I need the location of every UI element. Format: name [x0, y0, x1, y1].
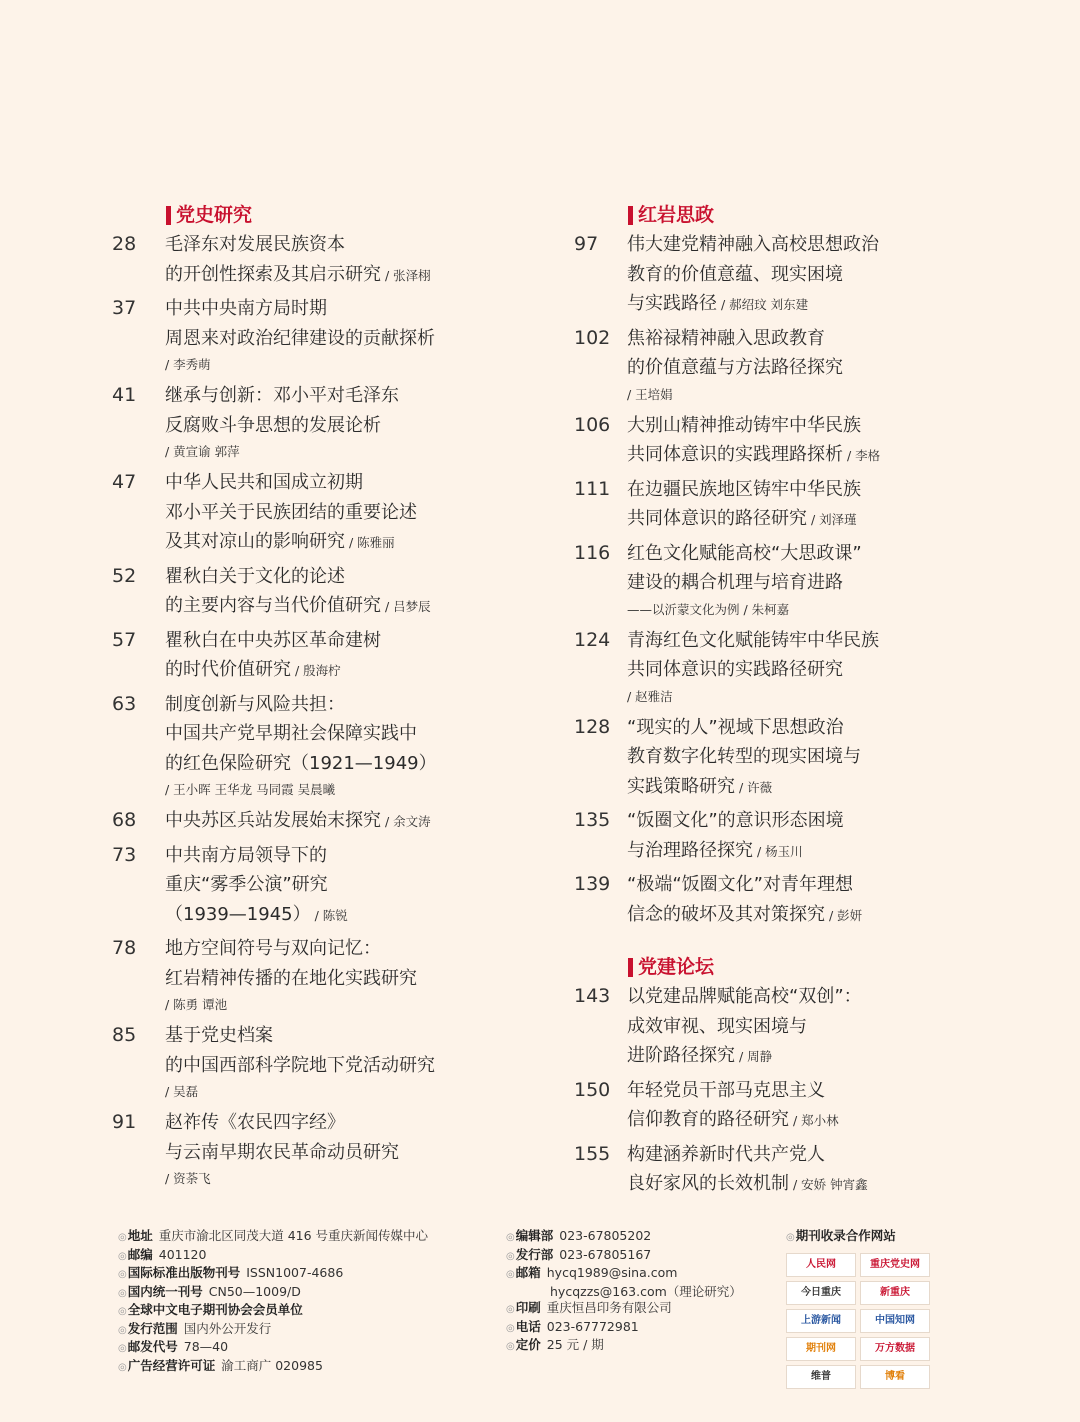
info-row: [118, 1339, 428, 1358]
page-number: 28: [112, 233, 137, 255]
bullet-icon: ◎: [118, 1250, 127, 1262]
author-name: / 郑小林: [793, 1113, 839, 1128]
article-title-text: 共同体意识的实践理路探析: [627, 444, 843, 465]
author-name: / 陈勇 谭池: [165, 997, 228, 1012]
toc-list: [112, 230, 462, 1191]
toc-entry[interactable]: [112, 230, 462, 290]
page-number: 150: [574, 1078, 611, 1101]
page-number: 47: [112, 471, 137, 493]
bullet-icon: ◎: [506, 1250, 515, 1262]
article-title-line: [165, 964, 462, 994]
partners-title: 期刊收录合作网站: [795, 1228, 896, 1243]
info-row: [506, 1228, 742, 1247]
article-title-line: [165, 324, 462, 354]
right-column: [574, 200, 904, 1204]
author-name: / 张泽栩: [385, 267, 431, 283]
article-title-line: [627, 539, 904, 569]
article-title-text: 实践策略研究: [627, 775, 735, 797]
article-title-text: 共同体意识的实践路径研究: [627, 659, 843, 680]
article-title-line: [165, 719, 462, 749]
bullet-icon: ◎: [118, 1306, 127, 1317]
author-name: / 吕梦辰: [385, 599, 431, 614]
article-title-text: 构建涵养新时代共产党人: [627, 1143, 825, 1165]
author-name: / 刘泽瑾: [811, 512, 857, 527]
toc-entry[interactable]: [574, 626, 904, 709]
info-label: 印刷: [515, 1300, 541, 1315]
bullet-icon: ◎: [118, 1269, 127, 1280]
bullet-icon: ◎: [506, 1341, 515, 1352]
bullet-icon: ◎: [118, 1287, 127, 1299]
page-number: 97: [574, 233, 599, 255]
page-number: 135: [574, 809, 611, 831]
partner-logo[interactable]: 上游新闻: [786, 1309, 856, 1333]
bullet-icon: ◎: [786, 1232, 795, 1243]
article-title-line: [627, 626, 904, 656]
page-number: 78: [112, 937, 137, 959]
info-label: 地址: [127, 1228, 153, 1243]
article-title-text: 中国共产党早期社会保障实践中: [165, 723, 417, 744]
article-title-text: 的红色保险研究（1921—1949）: [165, 752, 437, 774]
section-title: 党史研究: [112, 200, 462, 230]
author-name: / 黄宣谕 郭萍: [165, 444, 240, 459]
author-name: / 王小晖 王华龙 马同霞 吴晨曦: [165, 782, 336, 797]
article-title-line: [627, 411, 904, 441]
info-value: ISSN1007-4686: [246, 1265, 344, 1280]
article-title-line: [627, 900, 904, 931]
bullet-icon: ◎: [118, 1232, 127, 1243]
info-label: 全球中文电子期刊协会会员单位: [127, 1302, 303, 1317]
info-row: [118, 1284, 428, 1303]
article-title-text: 信仰教育的路径研究: [627, 1109, 789, 1130]
partner-logo[interactable]: 人民网: [786, 1253, 856, 1277]
article-title-text: 的开创性探索及其启示研究: [165, 263, 381, 285]
author-name: / 王培娟: [627, 386, 673, 402]
info-value: 渝工商广 020985: [221, 1357, 323, 1373]
article-title-text: 继承与创新：邓小平对毛泽东: [165, 385, 399, 406]
info-row: [506, 1337, 742, 1356]
article-title-line: [627, 742, 904, 772]
toc-entry[interactable]: [112, 934, 462, 1017]
toc-entry[interactable]: [112, 806, 462, 837]
page-number: 106: [574, 413, 611, 436]
article-title-text: 青海红色文化赋能铸牢中华民族: [627, 629, 879, 651]
article-title-text: 与治理路径探究: [627, 839, 753, 861]
article-title-line: [165, 690, 462, 720]
article-title-text: 良好家风的长效机制: [627, 1173, 789, 1194]
section-title-text: 党建论坛: [638, 956, 715, 978]
info-row: [506, 1265, 742, 1284]
page-number: 85: [112, 1024, 137, 1046]
page-number: 139: [574, 873, 611, 895]
toc-entry[interactable]: [112, 1108, 462, 1191]
partner-logo[interactable]: 重庆党史网: [860, 1253, 930, 1277]
article-title-text: 共同体意识的路径研究: [627, 508, 807, 529]
author-name: / 安娇 钟宵鑫: [793, 1177, 868, 1192]
article-title-text: 的主要内容与当代价值研究: [165, 595, 381, 616]
article-title-line: [627, 1105, 904, 1136]
page-number: 143: [574, 985, 611, 1007]
page-number: 52: [112, 564, 137, 587]
toc-entry[interactable]: [574, 539, 904, 622]
article-title-line: [627, 772, 904, 803]
page-number: 91: [112, 1111, 137, 1133]
section-title: [574, 200, 904, 230]
toc-entry[interactable]: [574, 806, 904, 866]
author-name: / 资荼飞: [165, 1171, 211, 1186]
info-value: 重庆恒昌印务有限公司: [546, 1300, 672, 1315]
info-label: 邮箱: [515, 1265, 541, 1280]
author-name: / 周静: [739, 1049, 773, 1064]
article-title-line: [165, 498, 462, 528]
partner-logo[interactable]: 新重庆: [860, 1281, 930, 1305]
article-title-line: [627, 324, 904, 354]
info-label: 定价: [515, 1337, 541, 1352]
article-title-text: 地方空间符号与双向记忆：: [165, 938, 381, 959]
author-name: / 殷海柠: [295, 663, 341, 678]
article-title-text: 的时代价值研究: [165, 659, 291, 680]
article-title-line: [627, 1076, 904, 1106]
article-title-line: [627, 568, 904, 598]
toc-entry[interactable]: [574, 324, 904, 407]
info-row: [506, 1247, 742, 1266]
author-name: / 陈雅丽: [349, 535, 395, 550]
article-title-text: 中共中央南方局时期: [165, 298, 327, 319]
article-title-line: [627, 870, 904, 900]
page-number: 124: [574, 628, 611, 651]
article-title-line: [165, 870, 462, 900]
toc-entry[interactable]: [574, 1076, 904, 1136]
article-title-line: [165, 468, 462, 498]
article-title-text: 红岩精神传播的在地化实践研究: [165, 967, 417, 989]
article-title-line: [165, 806, 462, 837]
info-label: 发行范围: [127, 1320, 178, 1336]
partner-logo[interactable]: 今日重庆: [786, 1281, 856, 1305]
info-value: hycq1989@sina.com: [546, 1265, 678, 1280]
page-number: 128: [574, 715, 611, 738]
article-title-text: 重庆“雾季公演”研究: [165, 874, 328, 895]
article-title-text: 制度创新与风险共担：: [165, 693, 345, 715]
author-name: / 郝绍玟 刘东建: [721, 297, 809, 312]
article-title-text: 的价值意蕴与方法路径探究: [627, 357, 843, 378]
info-label: 国际标准出版物刊号: [127, 1265, 241, 1280]
article-title-line: [165, 1021, 462, 1051]
section-title: [574, 952, 904, 982]
article-title-line: [627, 836, 904, 867]
article-title-line: [627, 655, 904, 685]
toc-entry[interactable]: [112, 294, 462, 377]
article-title-line: [627, 713, 904, 743]
info-value: 78—40: [183, 1339, 229, 1354]
article-title-text: 邓小平关于民族团结的重要论述: [165, 501, 417, 523]
info-row: [118, 1302, 428, 1321]
article-title-text: 教育的价值意蕴、现实困境: [627, 263, 843, 285]
article-title-text: 赵祚传《农民四字经》: [165, 1112, 345, 1133]
article-title-text: 进阶路径探究: [627, 1045, 735, 1066]
info-value: 25 元 / 期: [546, 1337, 604, 1352]
toc-entry[interactable]: [574, 1140, 904, 1200]
article-title-line: [165, 527, 462, 558]
article-title-line: [627, 1140, 904, 1170]
article-subtitle: ——以沂蒙文化为例 / 朱柯嘉: [627, 601, 790, 617]
article-title-text: 伟大建党精神融入高校思想政治: [627, 234, 879, 255]
article-title-line: [165, 381, 462, 411]
toc-entry[interactable]: [112, 690, 462, 803]
info-row: [118, 1247, 428, 1266]
article-title-text: 及其对凉山的影响研究: [165, 531, 345, 552]
article-title-line: [165, 411, 462, 441]
toc-entry[interactable]: [112, 468, 462, 558]
page-number: 102: [574, 326, 611, 349]
article-title-text: 教育数字化转型的现实困境与: [627, 746, 861, 767]
article-title-text: 与云南早期农民革命动员研究: [165, 1141, 399, 1163]
article-title-text: 瞿秋白关于文化的论述: [165, 565, 345, 587]
author-name: / 李秀萌: [165, 357, 211, 372]
toc-sections: [574, 200, 904, 1200]
toc-list: [574, 230, 904, 930]
article-title-line: [165, 562, 462, 592]
article-title-line: [165, 1138, 462, 1168]
toc-entry[interactable]: [574, 982, 904, 1072]
section-title-text: 红岩思政: [638, 204, 715, 226]
article-title-text: 信念的破坏及其对策探究: [627, 903, 825, 925]
article-title-text: 红色文化赋能高校“大思政课”: [627, 542, 862, 564]
info-row: [118, 1265, 428, 1284]
article-title-text: 中央苏区兵站发展始末探究: [165, 810, 381, 831]
article-title-line: [165, 934, 462, 964]
info-row: [118, 1228, 428, 1247]
info-value: 023-67805167: [559, 1246, 652, 1262]
info-row: [118, 1321, 428, 1340]
article-title-text: 中华人民共和国成立初期: [165, 472, 363, 493]
article-title-text: 毛泽东对发展民族资本: [165, 234, 345, 255]
partner-logo[interactable]: 中国知网: [860, 1309, 930, 1333]
article-title-text: 成效审视、现实困境与: [627, 1015, 807, 1037]
article-title-text: “现实的人”视域下思想政治: [627, 716, 844, 738]
bullet-icon: ◎: [506, 1304, 515, 1315]
info-value: hycqzzs@163.com（理论研究）: [550, 1283, 742, 1299]
info-label: 国内统一刊号: [127, 1283, 203, 1299]
article-title-line: [165, 1108, 462, 1138]
toc-entry[interactable]: [574, 713, 904, 803]
toc-entry[interactable]: [112, 562, 462, 622]
partner-logo[interactable]: 维普: [786, 1365, 856, 1389]
article-title-text: 周恩来对政治纪律建设的贡献探析: [165, 327, 435, 349]
page-number: 73: [112, 843, 137, 866]
partner-logo[interactable]: 期刊网: [786, 1337, 856, 1361]
info-row: [506, 1319, 742, 1338]
toc-entry[interactable]: [574, 230, 904, 320]
bullet-icon: ◎: [506, 1322, 515, 1334]
publication-info: [118, 1228, 428, 1376]
page-number: 111: [574, 477, 611, 500]
page-number: 57: [112, 628, 137, 651]
article-title-line: [165, 749, 462, 779]
info-value: 国内外公开发行: [183, 1320, 272, 1336]
article-title-text: （1939—1945）: [165, 903, 311, 925]
author-name: / 许薇: [739, 779, 773, 795]
bullet-icon: ◎: [506, 1269, 515, 1280]
author-name: / 陈锐: [314, 907, 348, 923]
section-marker: [166, 206, 171, 225]
article-title-line: [627, 806, 904, 836]
bullet-icon: ◎: [118, 1343, 127, 1354]
article-title-text: 的中国西部科学院地下党活动研究: [165, 1054, 435, 1076]
article-title-line: [627, 504, 904, 535]
article-title-line: [627, 289, 904, 320]
article-title-text: 中共南方局领导下的: [165, 844, 327, 866]
article-title-line: [627, 353, 904, 383]
bullet-icon: ◎: [506, 1232, 515, 1243]
page-number: 37: [112, 297, 137, 319]
article-title-line: [627, 475, 904, 505]
page-number: 116: [574, 541, 611, 564]
article-title-text: 基于党史档案: [165, 1025, 273, 1046]
article-title-line: [165, 626, 462, 656]
partner-logo[interactable]: 博看: [860, 1365, 930, 1389]
page-number: 68: [112, 809, 137, 831]
author-name: / 赵雅洁: [627, 688, 673, 704]
author-name: / 李格: [847, 448, 881, 463]
info-value: CN50—1009/D: [208, 1283, 301, 1299]
info-row: [506, 1300, 742, 1319]
article-title-line: [627, 1169, 904, 1200]
section-spacer: [574, 934, 904, 952]
author-name: / 彭妍: [829, 907, 863, 923]
info-value: 401120: [158, 1246, 207, 1262]
article-title-text: “饭圈文化”的意识形态困境: [627, 810, 844, 831]
toc-list: [574, 982, 904, 1200]
article-title-line: [165, 841, 462, 871]
article-title-text: 焦裕禄精神融入思政教育: [627, 327, 825, 349]
info-row: [118, 1358, 428, 1377]
info-value: 023-67772981: [546, 1318, 639, 1334]
info-value: 023-67805202: [559, 1228, 652, 1243]
partner-sites: [786, 1228, 1002, 1389]
article-title-line: [627, 230, 904, 260]
article-title-text: “极端“饭圈文化”对青年理想: [627, 874, 853, 895]
article-title-line: [165, 294, 462, 324]
author-name: / 余文涛: [385, 814, 431, 829]
info-label: 广告经营许可证: [127, 1357, 216, 1373]
page-number: 63: [112, 692, 137, 715]
left-column: [112, 200, 462, 1195]
partner-logos: [786, 1253, 1002, 1389]
toc-entry[interactable]: [112, 626, 462, 686]
toc-entry[interactable]: [574, 411, 904, 471]
bullet-icon: ◎: [118, 1324, 127, 1336]
page-number: 155: [574, 1142, 611, 1165]
toc-entry[interactable]: [574, 870, 904, 930]
article-title-line: [627, 982, 904, 1012]
info-label: 发行部: [515, 1246, 554, 1262]
section-marker: [628, 206, 633, 225]
article-title-line: [165, 1051, 462, 1081]
article-title-line: [165, 230, 462, 260]
author-name: / 吴磊: [165, 1084, 199, 1099]
article-title-line: [165, 591, 462, 622]
toc-entry[interactable]: [574, 475, 904, 535]
page-number: 41: [112, 384, 137, 406]
author-name: / 杨玉川: [757, 843, 803, 859]
info-value: 重庆市渝北区同茂大道 416 号重庆新闻传媒中心: [158, 1228, 429, 1243]
article-title-line: [627, 440, 904, 471]
section-marker: [628, 958, 633, 977]
article-title-text: 建设的耦合机理与培育进路: [627, 572, 843, 593]
article-title-line: [627, 1012, 904, 1042]
partner-logo[interactable]: 万方数据: [860, 1337, 930, 1361]
article-title-line: [165, 260, 462, 291]
article-title-line: [165, 655, 462, 686]
article-title-text: 与实践路径: [627, 293, 717, 314]
info-label: 电话: [515, 1318, 541, 1334]
article-title-line: [627, 1041, 904, 1072]
article-title-text: 瞿秋白在中央苏区革命建树: [165, 629, 381, 651]
toc-entry[interactable]: [112, 381, 462, 464]
info-label: 邮编: [127, 1246, 153, 1262]
article-title-text: 年轻党员干部马克思主义: [627, 1079, 825, 1101]
info-label: 编辑部: [515, 1228, 554, 1243]
toc-entry[interactable]: [112, 1021, 462, 1104]
info-row: [506, 1284, 742, 1301]
article-title-text: 在边疆民族地区铸牢中华民族: [627, 478, 861, 500]
article-title-line: [165, 900, 462, 931]
article-title-text: 反腐败斗争思想的发展论析: [165, 414, 381, 436]
article-title-line: [627, 260, 904, 290]
toc-entry[interactable]: [112, 841, 462, 931]
article-title-text: 以党建品牌赋能高校“双创”：: [627, 986, 862, 1007]
bullet-icon: ◎: [118, 1361, 127, 1373]
contact-info: [506, 1228, 742, 1356]
article-title-text: 大别山精神推动铸牢中华民族: [627, 414, 861, 436]
info-label: 邮发代号: [127, 1339, 178, 1354]
